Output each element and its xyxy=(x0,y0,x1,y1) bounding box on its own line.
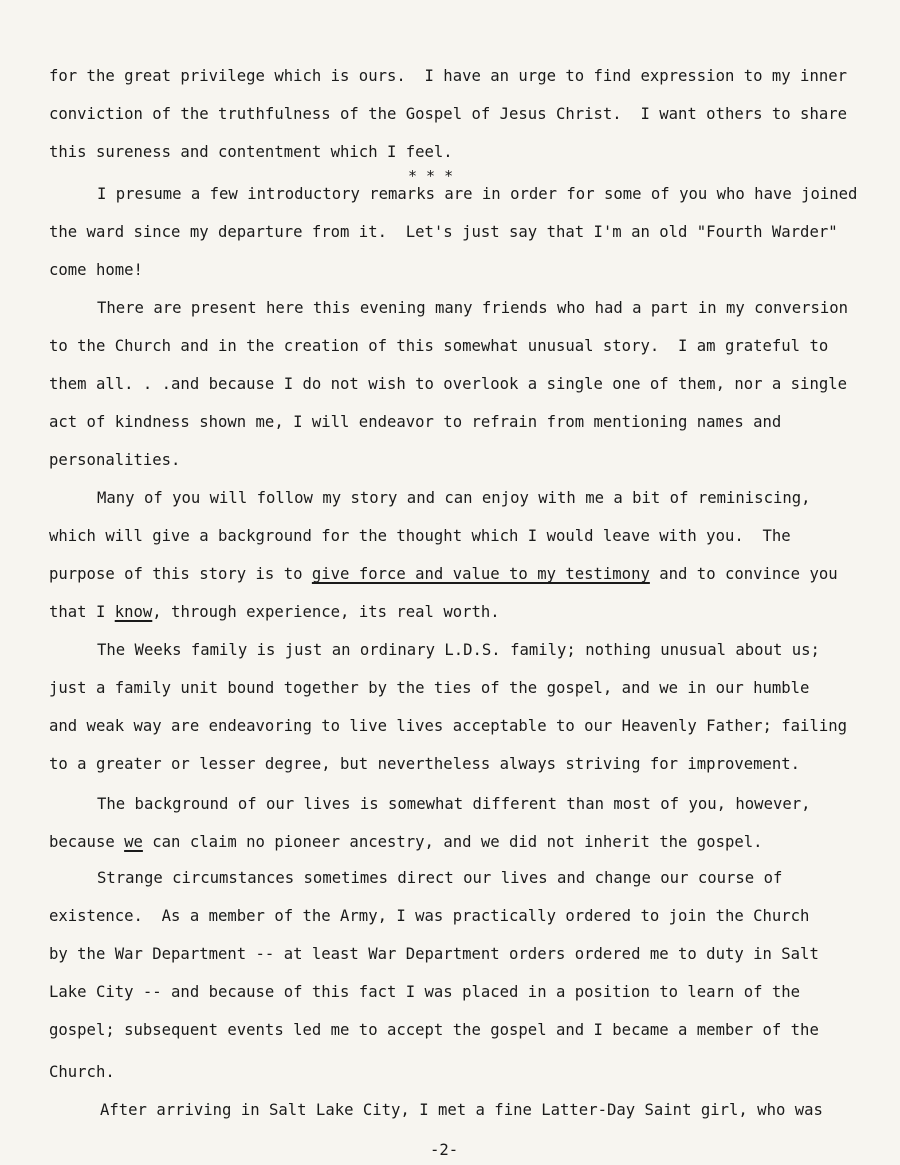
text-line: conviction of the truthfulness of the Gospel of Jesus Christ. I want others to share xyxy=(49,105,847,123)
text-line: by the War Department -- at least War Department orders ordered me to duty in Salt xyxy=(49,945,819,963)
text-line: to a greater or lesser degree, but nevertheless always striving for improvement. xyxy=(49,755,801,773)
underlined-word-know: know xyxy=(114,603,153,621)
text-line: The background of our lives is somewhat different than most of you, however, xyxy=(97,795,811,813)
text-line: just a family unit bound together by the ties of the gospel, and we in our humble xyxy=(49,679,810,697)
text-line: them all. . .and because I do not wish to overlook a single one of them, nor a single xyxy=(49,375,847,393)
text-line: this sureness and contentment which I feel. xyxy=(49,143,453,161)
underlined-phrase: give force and value to my testimony xyxy=(311,565,650,583)
text-line: After arriving in Salt Lake City, I met a fine Latter-Day Saint girl, who was xyxy=(100,1101,823,1119)
text-line: come home! xyxy=(49,261,143,279)
text-line: act of kindness shown me, I will endeavor to refrain from mentioning names and xyxy=(49,413,782,431)
text-line: I presume a few introductory remarks are in order for some of you who have joined xyxy=(97,185,858,203)
text-segment: because xyxy=(49,833,125,851)
text-line-know xyxy=(49,602,500,622)
text-segment: , through experience, its real worth. xyxy=(152,603,500,621)
text-line: which will give a background for the thought which I would leave with you. The xyxy=(49,527,791,545)
text-segment: that I xyxy=(49,603,115,621)
text-line: for the great privilege which is ours. I have an urge to find expression to my inner xyxy=(49,67,847,85)
text-segment: and to convince you xyxy=(649,565,838,583)
section-separator: * * * xyxy=(408,167,454,185)
text-line: existence. As a member of the Army, I was practically ordered to join the Church xyxy=(49,907,810,925)
text-line: gospel; subsequent events led me to accept the gospel and I became a member of the xyxy=(49,1021,819,1039)
text-line: and weak way are endeavoring to live lives acceptable to our Heavenly Father; failing xyxy=(49,717,847,735)
text-line: personalities. xyxy=(49,451,181,469)
text-line: The Weeks family is just an ordinary L.D.S. family; nothing unusual about us; xyxy=(97,641,820,659)
text-segment: purpose of this story is to xyxy=(49,565,312,583)
text-line: Church. xyxy=(49,1063,115,1081)
text-line-we xyxy=(49,832,763,852)
underlined-word-we: we xyxy=(124,833,143,851)
text-line: Many of you will follow my story and can enjoy with me a bit of reminiscing, xyxy=(97,489,811,507)
text-line: the ward since my departure from it. Let's just say that I'm an old "Fourth Warder" xyxy=(49,223,838,241)
page-number: -2- xyxy=(430,1141,459,1159)
text-line: to the Church and in the creation of this somewhat unusual story. I am grateful to xyxy=(49,337,829,355)
text-segment: can claim no pioneer ancestry, and we did not inherit the gospel. xyxy=(142,833,763,851)
text-line-purpose xyxy=(49,564,838,584)
text-line: There are present here this evening many friends who had a part in my conversion xyxy=(97,299,849,317)
text-line: Lake City -- and because of this fact I was placed in a position to learn of the xyxy=(49,983,801,1001)
text-line: Strange circumstances sometimes direct our lives and change our course of xyxy=(97,869,783,887)
